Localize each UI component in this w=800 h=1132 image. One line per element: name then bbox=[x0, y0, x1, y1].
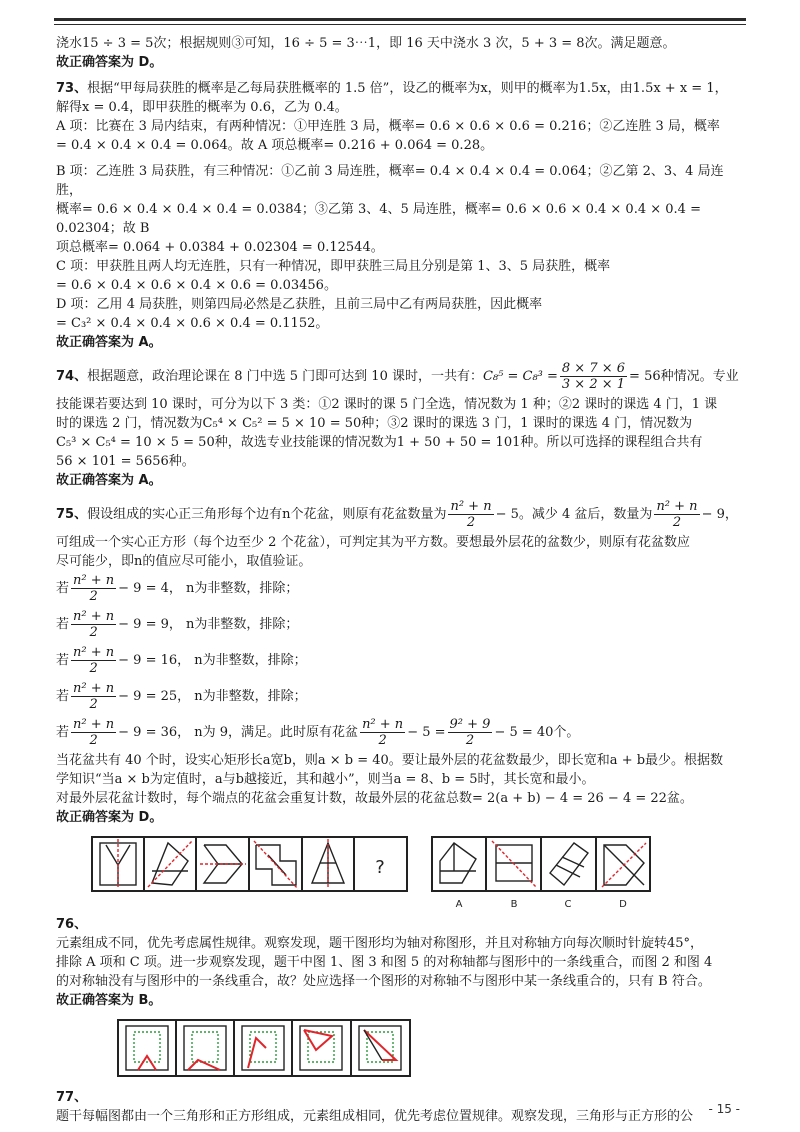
q75-check-2-frac-num: n² + n bbox=[73, 609, 115, 624]
q76-option-b-figure bbox=[492, 841, 536, 887]
header-rule-thin bbox=[54, 24, 746, 25]
q73-option-b-3: 项总概率= 0.064 + 0.0384 + 0.02304 = 0.12544。 bbox=[56, 240, 384, 255]
q75-check-3 bbox=[56, 643, 746, 679]
q76-option-label-c: C bbox=[564, 899, 572, 910]
q75-fraction-2-num: n² + n bbox=[656, 499, 698, 514]
q75-line-1 bbox=[56, 497, 746, 533]
q75-para-3: 学知识“当a × b为定值时，a与b越接近，其和越小”，则当a = 8、b = 5时，其长宽和最小。 bbox=[56, 772, 595, 787]
q75-check-4-tail: n为非整数，排除； bbox=[194, 689, 307, 704]
q75-check-3-eq: − 9 = 16， bbox=[118, 653, 191, 668]
q74-text-1: 根据题意，政治理论课在 8 门中选 5 门即可达到 10 课时，一共有： bbox=[87, 369, 483, 384]
q75-check-4-eq: − 9 = 25， bbox=[118, 689, 191, 704]
q76-option-label-b: B bbox=[510, 899, 518, 910]
q73-line-1 bbox=[56, 79, 746, 98]
q75-fraction-2 bbox=[654, 499, 699, 530]
q75-check-4 bbox=[56, 679, 746, 715]
q75-check-5-frac bbox=[71, 717, 116, 748]
q77-panel-1 bbox=[126, 1026, 168, 1070]
q75-para-2: 当花盆共有 40 个时，设实心矩形长a宽b，则a × b = 40。要让最外层的花盆数最少，即长宽和a + b最少。根据数 bbox=[56, 753, 724, 768]
q76-number: 76、 bbox=[56, 917, 88, 932]
q75-check-2-eq: − 9 = 9， bbox=[118, 617, 182, 632]
q75-fraction-1-den: 2 bbox=[466, 515, 476, 530]
q75-check-1-eq: − 9 = 4， bbox=[118, 581, 182, 596]
q77-figure bbox=[56, 1014, 746, 1084]
q76-stem-figure-1 bbox=[100, 839, 136, 889]
q76-line-1: 元素组成不同，优先考虑属性规律。观察发现，题干图形均为轴对称图形，并且对称轴方向每次顺时针旋转45°， bbox=[56, 936, 704, 951]
q76-option-label-a: A bbox=[455, 899, 463, 910]
q77-line-1: 题干每幅图都由一个三角形和正方形组成，元素组成相同，优先考虑位置规律。观察发现，三角形与正方形的公 bbox=[56, 1109, 694, 1124]
q75-fraction-1 bbox=[448, 499, 493, 530]
q75-check-1 bbox=[56, 571, 746, 607]
q74-formula-right: = 56种情况。专业 bbox=[629, 369, 739, 384]
q76-stem-figure-5 bbox=[312, 839, 344, 889]
q77-figure-frame bbox=[118, 1020, 410, 1076]
q75-check-4-lead: 若 bbox=[56, 689, 70, 704]
q75-check-5-frac-c-den: 2 bbox=[465, 733, 475, 748]
q76-line-3: 的对称轴没有与图形中的一条线重合，故？处应选择一个图形的对称轴不与图形中某一条线重合的，只有 B 符合。 bbox=[56, 974, 711, 989]
q73-option-b-1: B 项：乙连胜 3 局获胜，有三种情况：①乙前 3 局连胜，概率= 0.4 × 0.4 × 0.4 = 0.064；②乙第 2、3、4 局连胜， bbox=[56, 164, 724, 198]
q74-line-5: 56 × 101 = 5656种。 bbox=[56, 454, 195, 469]
q75-text-1c: − 9， bbox=[701, 507, 738, 522]
q75-check-5-frac-c-num: 9² + 9 bbox=[449, 717, 491, 732]
q75-check-5-end: − 5 = 40个。 bbox=[494, 725, 580, 740]
q75-check-5-tail: n为 9，满足。此时原有花盆 bbox=[194, 725, 359, 740]
q75-check-5-lead: 若 bbox=[56, 725, 70, 740]
q75-check-1-frac-num: n² + n bbox=[73, 573, 115, 588]
q76-figure bbox=[56, 831, 746, 911]
q75-check-1-frac bbox=[71, 573, 116, 604]
q76-stem-panel bbox=[92, 837, 407, 891]
q75-line-2: 可组成一个实心正方形（每个边至少 2 个花盆），可判定其为平方数。要想最外层花的盆数少，则原有花盆数应 bbox=[56, 535, 691, 550]
q75-check-3-frac-num: n² + n bbox=[73, 645, 115, 660]
q74-fraction bbox=[560, 361, 627, 392]
q75-check-5-eq: − 9 = 36， bbox=[118, 725, 191, 740]
q77-number: 77、 bbox=[56, 1090, 88, 1105]
q75-check-5-frac-b-den: 2 bbox=[378, 733, 387, 748]
q73-option-c-1: C 项：甲获胜且两人均无连胜，只有一种情况，即甲获胜三局且分别是第 1、3、5 局获胜，概率 bbox=[56, 259, 611, 274]
q75-answer: 故正确答案为 D。 bbox=[56, 810, 163, 825]
q74-fraction-den: 3 × 2 × 1 bbox=[561, 377, 626, 392]
q74-line-3: 时的课选 2 门，情况数为C₅⁴ × C₅² = 5 × 10 = 50种；③2 课时的课选 3 门，1 课时的课选 4 门，情况数为 bbox=[56, 416, 693, 431]
q77-panel-3 bbox=[242, 1026, 284, 1070]
q76-stem-figure-4 bbox=[254, 841, 298, 889]
q75-check-1-tail: n为非整数，排除； bbox=[186, 581, 299, 596]
q74-answer: 故正确答案为 A。 bbox=[56, 473, 162, 488]
q76-stem-figure-2 bbox=[148, 841, 192, 887]
q75-text-1a: 假设组成的实心正三角形每个边有n个花盆，则原有花盆数量为 bbox=[87, 507, 447, 522]
q76-option-label-d: D bbox=[619, 899, 627, 910]
q73-option-d-1: D 项：乙用 4 局获胜，则第四局必然是乙获胜，且前三局中乙有两局获胜，因此概率 bbox=[56, 297, 543, 312]
q73-line-2: 解得x = 0.4，即甲获胜的概率为 0.6，乙为 0.4。 bbox=[56, 100, 348, 115]
q73-answer: 故正确答案为 A。 bbox=[56, 335, 162, 350]
q75-check-2-frac bbox=[71, 609, 116, 640]
q75-check-2-frac-den: 2 bbox=[89, 625, 98, 640]
q75-check-4-frac-num: n² + n bbox=[73, 681, 115, 696]
q73-option-d-2: = C₃² × 0.4 × 0.4 × 0.6 × 0.4 = 0.1152。 bbox=[56, 316, 329, 331]
page-number: - 15 - bbox=[708, 1102, 740, 1116]
q73-number: 73、 bbox=[56, 81, 88, 96]
q72-tail-line: 浇水15 ÷ 3 = 5次；根据规则③可知，16 ÷ 5 = 3⋯1，即 16 天中浇水 3 次，5 + 3 = 8次。满足题意。 bbox=[56, 36, 676, 51]
q77-panel-2 bbox=[184, 1026, 226, 1070]
q75-check-2-tail: n为非整数，排除； bbox=[186, 617, 299, 632]
q76-line-2: 排除 A 项和 C 项。进一步观察发现，题干中图 1、图 3 和图 5 的对称轴都与图形中的一条线重合，而图 2 和图 4 bbox=[56, 955, 713, 970]
q75-number: 75、 bbox=[56, 507, 88, 522]
q77-panel-5 bbox=[359, 1026, 401, 1070]
q75-check-3-lead: 若 bbox=[56, 653, 70, 668]
q75-check-3-tail: n为非整数，排除； bbox=[194, 653, 307, 668]
q76-option-c-figure bbox=[550, 843, 588, 885]
header-rule-thick bbox=[54, 18, 746, 21]
q73-option-a-2: = 0.4 × 0.4 × 0.4 = 0.064。故 A 项总概率= 0.216 + 0.064 = 0.28。 bbox=[56, 138, 494, 153]
q76-option-a-figure bbox=[440, 843, 476, 883]
q75-fraction-1-num: n² + n bbox=[450, 499, 492, 514]
q76-option-d-figure bbox=[602, 843, 646, 887]
q75-check-1-lead: 若 bbox=[56, 581, 70, 596]
q75-text-1b: − 5。减少 4 盆后，数量为 bbox=[495, 507, 653, 522]
q76-answer: 故正确答案为 B。 bbox=[56, 993, 162, 1008]
q73-option-a-1: A 项：比赛在 3 局内结束，有两种情况：①甲连胜 3 局，概率= 0.6 × 0.6 × 0.6 = 0.216；②乙连胜 3 局，概率 bbox=[56, 119, 720, 134]
q75-fraction-2-den: 2 bbox=[672, 515, 682, 530]
q75-check-5-frac-den: 2 bbox=[89, 733, 98, 748]
q75-check-4-frac bbox=[71, 681, 116, 712]
q74-number: 74、 bbox=[56, 369, 88, 384]
q75-check-2 bbox=[56, 607, 746, 643]
q74-formula-left: C₈⁵ = C₈³ = bbox=[482, 369, 558, 384]
q75-check-5-frac-c bbox=[448, 717, 493, 748]
q75-check-5-frac-b bbox=[360, 717, 405, 748]
q75-check-2-lead: 若 bbox=[56, 617, 70, 632]
q75-line-3: 尽可能少，即n的值应尽可能小，取值验证。 bbox=[56, 554, 312, 569]
q74-fraction-num: 8 × 7 × 6 bbox=[561, 361, 626, 376]
q74-line-4: C₅³ × C₅⁴ = 10 × 5 = 50种，故选专业技能课的情况数为1 + 50 + 50 = 101种。所以可选择的课程组合共有 bbox=[56, 435, 703, 450]
q77-panel-4 bbox=[300, 1026, 342, 1070]
q73-text-1: 根据“甲每局获胜的概率是乙每局获胜概率的 1.5 倍”，设乙的概率为x，则甲的概率为1.5x，由1.5x + x = 1， bbox=[87, 81, 728, 96]
q72-answer: 故正确答案为 D。 bbox=[56, 55, 163, 70]
q76-question-mark: ? bbox=[375, 857, 385, 878]
q75-check-5-frac-b-num: n² + n bbox=[362, 717, 404, 732]
q75-para-4: 对最外层花盆计数时，每个端点的花盆会重复计数，故最外层的花盆总数= 2(a + b) − 4 = 26 − 4 = 22盆。 bbox=[56, 791, 693, 806]
q75-check-3-frac bbox=[71, 645, 116, 676]
q73-option-c-2: = 0.6 × 0.4 × 0.6 × 0.4 × 0.6 = 0.03456。 bbox=[56, 278, 337, 293]
q75-check-4-frac-den: 2 bbox=[89, 697, 98, 712]
q75-check-5: 若 $\frac{\text{n² + n}}{2}$ − 9 = 36， n为 9，满足。此时原有花盆 $\frac{\text{n² + n}}{2}$ − 5 = $\frac{\text{9² + 9}}{2}$ − 5 = 40个。 bbox=[56, 717, 580, 748]
q76-stem-figure-3 bbox=[200, 845, 246, 883]
q75-check-1-frac-den: 2 bbox=[89, 589, 98, 604]
q75-check-3-frac-den: 2 bbox=[89, 661, 98, 676]
q74-line-2: 技能课若要达到 10 课时，可分为以下 3 类：①2 课时的课 5 门全选，情况数为 1 种；②2 课时的课选 4 门，1 课 bbox=[56, 397, 718, 412]
document-body bbox=[56, 34, 746, 1126]
q74-line-1 bbox=[56, 359, 746, 395]
q75-check-5-frac-num: n² + n bbox=[73, 717, 115, 732]
q73-option-b-2: 概率= 0.6 × 0.4 × 0.4 × 0.4 = 0.0384；③乙第 3、4、5 局连胜，概率= 0.6 × 0.6 × 0.4 × 0.4 × 0.4 = 0.02304；故 B bbox=[56, 202, 701, 236]
